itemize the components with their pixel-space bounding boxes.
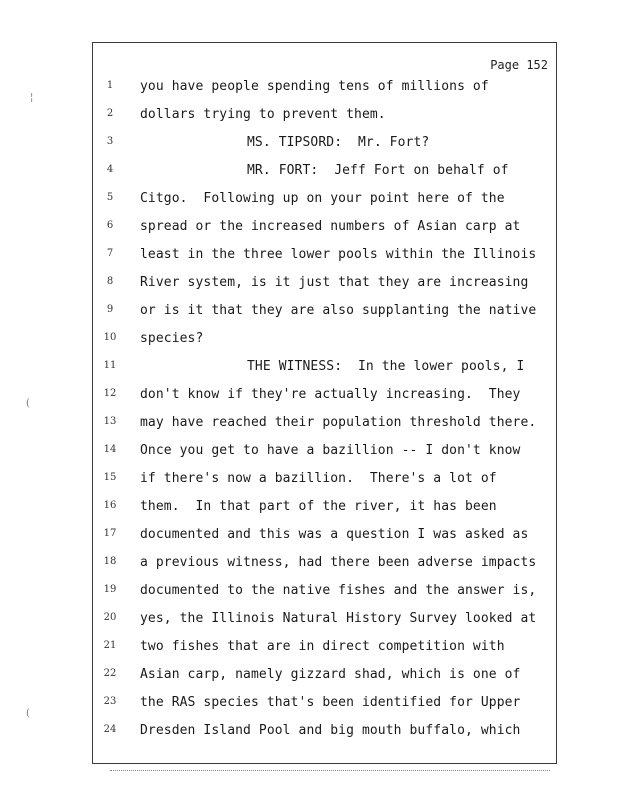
line-number: 14: [103, 444, 117, 455]
line-text: MR. FORT: Jeff Fort on behalf of: [247, 163, 509, 178]
transcript-line: [100, 723, 555, 751]
line-text: Dresden Island Pool and big mouth buffalo, which: [140, 723, 521, 738]
line-text: them. In that part of the river, it has been: [140, 499, 497, 514]
line-number: 4: [106, 164, 114, 175]
line-text: THE WITNESS: In the lower pools, I: [247, 359, 525, 374]
line-number: 18: [103, 556, 117, 567]
transcript-line: [100, 163, 555, 191]
line-number: 8: [106, 276, 114, 287]
line-text: the RAS species that's been identified for Upper: [140, 695, 521, 710]
line-number: 17: [103, 528, 117, 539]
line-number: 19: [103, 584, 117, 595]
transcript-line: [100, 639, 555, 667]
line-text: two fishes that are in direct competition with: [140, 639, 505, 654]
transcript-line: [100, 471, 555, 499]
line-text: least in the three lower pools within the Illinois: [140, 247, 537, 262]
transcript-line: [100, 695, 555, 723]
line-number: 5: [106, 192, 114, 203]
line-number: 20: [103, 612, 117, 623]
transcript-line: [100, 79, 555, 107]
transcript-line: [100, 107, 555, 135]
line-number: 16: [103, 500, 117, 511]
transcript-line: [100, 219, 555, 247]
line-number: 22: [103, 668, 117, 679]
line-text: a previous witness, had there been adverse impacts: [140, 555, 537, 570]
transcript-line: [100, 191, 555, 219]
line-text: or is it that they are also supplanting the native: [140, 303, 537, 318]
transcript-line: [100, 247, 555, 275]
line-text: Once you get to have a bazillion -- I don't know: [140, 443, 521, 458]
transcript-line: [100, 359, 555, 387]
page-number: Page 152: [490, 58, 548, 72]
line-number: 11: [103, 360, 117, 371]
line-number: 7: [106, 248, 114, 259]
margin-scan-mark: ¦: [30, 92, 34, 103]
transcript-line: [100, 443, 555, 471]
line-text: Asian carp, namely gizzard shad, which is one of: [140, 667, 521, 682]
line-text: Citgo. Following up on your point here of the: [140, 191, 505, 206]
line-text: species?: [140, 331, 204, 346]
line-number: 12: [103, 388, 117, 399]
line-text: documented and this was a question I was asked as: [140, 527, 529, 542]
transcript-line: [100, 303, 555, 331]
line-number: 1: [106, 80, 114, 91]
transcript-line: [100, 583, 555, 611]
transcript-line: [100, 331, 555, 359]
line-text: yes, the Illinois Natural History Survey looked at: [140, 611, 537, 626]
line-number: 3: [106, 136, 114, 147]
line-text: may have reached their population threshold there.: [140, 415, 537, 430]
transcript-line: [100, 499, 555, 527]
line-number: 15: [103, 472, 117, 483]
margin-scan-mark: (: [26, 708, 30, 719]
transcript-line: [100, 387, 555, 415]
line-text: dollars trying to prevent them.: [140, 107, 386, 122]
line-text: River system, is it just that they are increasing: [140, 275, 529, 290]
line-text: if there's now a bazillion. There's a lot of: [140, 471, 497, 486]
line-number: 13: [103, 416, 117, 427]
line-number: 9: [106, 304, 114, 315]
transcript-line: [100, 555, 555, 583]
transcript-body: [100, 79, 555, 751]
line-text: spread or the increased numbers of Asian carp at: [140, 219, 521, 234]
margin-scan-mark: (: [26, 398, 30, 409]
transcript-line: [100, 415, 555, 443]
transcript-line: [100, 135, 555, 163]
transcript-line: [100, 667, 555, 695]
line-number: 21: [103, 640, 117, 651]
transcript-line: [100, 275, 555, 303]
line-text: you have people spending tens of millions of: [140, 79, 489, 94]
line-text: documented to the native fishes and the answer is,: [140, 583, 537, 598]
line-number: 10: [103, 332, 117, 343]
transcript-line: [100, 527, 555, 555]
line-number: 23: [103, 696, 117, 707]
line-number: 24: [103, 724, 117, 735]
page-bottom-rule: [110, 770, 550, 771]
line-number: 2: [106, 108, 114, 119]
transcript-line: [100, 611, 555, 639]
line-text: don't know if they're actually increasing. They: [140, 387, 521, 402]
line-number: 6: [106, 220, 114, 231]
line-text: MS. TIPSORD: Mr. Fort?: [247, 135, 430, 150]
